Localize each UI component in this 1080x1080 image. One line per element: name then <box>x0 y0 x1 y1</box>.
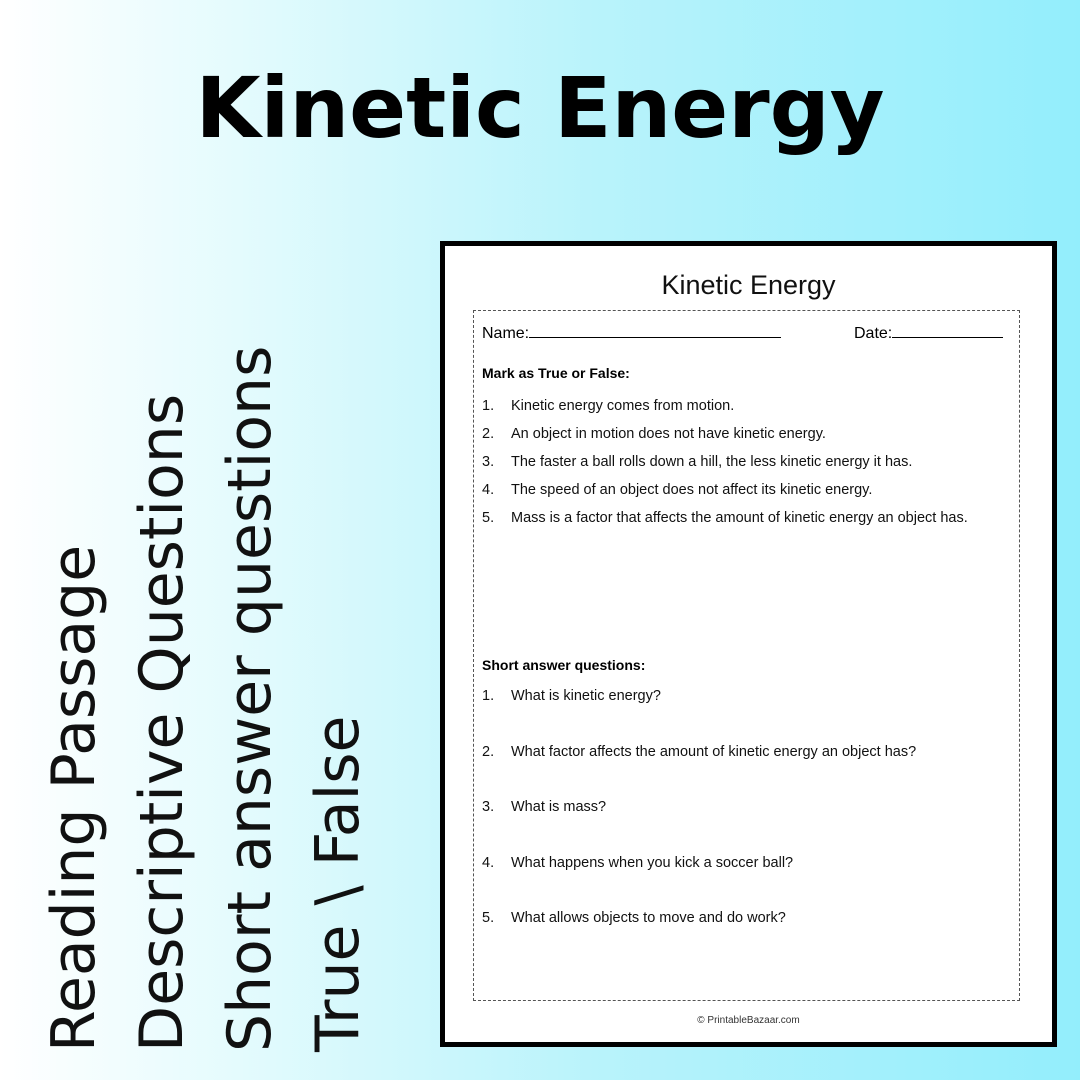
feature-true-false: True \ False <box>303 715 373 1052</box>
item-number: 3. <box>482 454 495 470</box>
list-item <box>482 482 1012 510</box>
copyright-notice: © PrintableBazaar.com <box>697 1015 800 1026</box>
list-item <box>482 398 1012 426</box>
true-false-list <box>482 398 1012 538</box>
feature-short-answer-questions: Short answer questions <box>215 345 285 1052</box>
feature-list <box>30 292 390 1052</box>
list-item <box>482 744 1012 800</box>
worksheet-preview <box>440 241 1057 1047</box>
date-label: Date: <box>854 325 893 342</box>
page-title: Kinetic Energy <box>195 59 885 157</box>
list-item <box>482 426 1012 454</box>
item-text: What allows objects to move and do work? <box>511 910 786 926</box>
item-text: What factor affects the amount of kinetic energy an object has? <box>511 743 917 760</box>
name-date-row <box>482 323 1012 345</box>
item-text: The faster a ball rolls down a hill, the less kinetic energy it has. <box>511 454 913 470</box>
list-item <box>482 799 1012 855</box>
item-text: What is kinetic energy? <box>511 688 661 704</box>
item-number: 5. <box>482 910 495 926</box>
item-number: 4. <box>482 854 495 871</box>
list-item <box>482 855 1012 911</box>
item-number: 2. <box>482 743 495 760</box>
item-number: 1. <box>482 688 495 704</box>
item-text: What is mass? <box>511 799 607 815</box>
item-number: 2. <box>482 426 495 442</box>
item-number: 4. <box>482 482 495 498</box>
feature-descriptive-questions: Descriptive Questions <box>127 393 197 1052</box>
name-blank-line <box>529 323 781 338</box>
short-answer-list <box>482 688 1012 966</box>
item-text: What happens when you kick a soccer ball? <box>511 854 794 871</box>
list-item <box>482 454 1012 482</box>
true-false-heading: Mark as True or False: <box>482 365 630 381</box>
item-text: An object in motion does not have kinetic energy. <box>511 426 826 442</box>
item-number: 1. <box>482 398 495 414</box>
item-number: 5. <box>482 510 495 526</box>
list-item <box>482 910 1012 966</box>
list-item <box>482 688 1012 744</box>
date-field <box>854 323 1003 343</box>
list-item <box>482 510 1012 538</box>
item-text: Mass is a factor that affects the amount of kinetic energy an object has. <box>511 510 968 526</box>
worksheet-content-box <box>473 310 1020 1001</box>
name-label: Name: <box>482 325 530 342</box>
name-field <box>482 323 781 343</box>
worksheet-title: Kinetic Energy <box>661 270 836 300</box>
item-text: Kinetic energy comes from motion. <box>511 398 735 414</box>
date-blank-line <box>892 323 1003 338</box>
item-number: 3. <box>482 799 495 815</box>
item-text: The speed of an object does not affect its kinetic energy. <box>511 482 873 498</box>
short-answer-heading: Short answer questions: <box>482 657 646 673</box>
feature-reading-passage: Reading Passage <box>39 544 109 1052</box>
